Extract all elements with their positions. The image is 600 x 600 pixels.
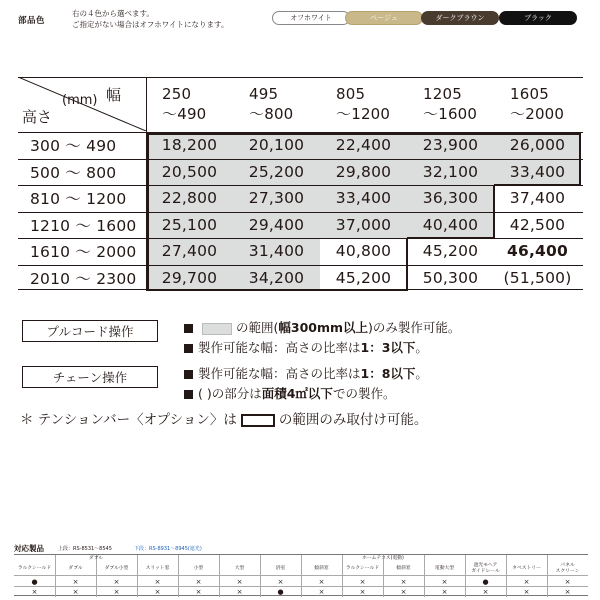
width-to: ～800 bbox=[249, 105, 294, 123]
width-to: ～2000 bbox=[510, 105, 565, 123]
compat-col-divider bbox=[219, 555, 220, 597]
row-divider bbox=[18, 238, 583, 239]
compat-col-divider bbox=[506, 555, 507, 597]
compat-mark: ● bbox=[31, 578, 38, 586]
width-to: ～1200 bbox=[336, 105, 391, 123]
price-cell: 27,300 bbox=[233, 185, 320, 212]
compat-mark: × bbox=[400, 578, 407, 586]
compat-mark: × bbox=[318, 588, 325, 596]
compat-header: ダブル bbox=[68, 566, 83, 571]
width-from: 1205 bbox=[423, 85, 462, 103]
price-cell: 33,400 bbox=[320, 185, 407, 212]
compat-mark: × bbox=[482, 588, 489, 596]
height-range-2: 810 ～ 1200 bbox=[30, 190, 127, 209]
compat-sub-lower: 下段：RS-8931～8945(遮光) bbox=[134, 546, 202, 552]
tension-range-border bbox=[146, 132, 581, 135]
compat-mark: × bbox=[72, 588, 79, 596]
compat-header: パネル スクリーン bbox=[555, 563, 580, 574]
width-header-4 bbox=[494, 78, 581, 132]
compat-mark: × bbox=[441, 588, 448, 596]
bullet-square-icon bbox=[184, 344, 193, 353]
compat-col-divider bbox=[260, 555, 261, 597]
compat-header: 遮光モヘア ガイドレール bbox=[471, 563, 500, 574]
price-cell: 32,100 bbox=[407, 159, 494, 186]
pull-cord-label: プルコード操作 bbox=[22, 320, 158, 342]
tension-range-border bbox=[494, 184, 581, 187]
unit-label: (mm) bbox=[62, 93, 98, 108]
price-cell: 25,100 bbox=[146, 212, 233, 239]
price-cell: 26,000 bbox=[494, 132, 581, 159]
part-color-label: 部品色 bbox=[18, 16, 46, 26]
price-cell: 20,100 bbox=[233, 132, 320, 159]
chain-label: チェーン操作 bbox=[22, 366, 158, 388]
price-cell: 40,400 bbox=[407, 212, 494, 239]
compat-group-double: ダブル bbox=[88, 556, 104, 561]
compat-col-divider bbox=[465, 555, 466, 597]
price-cell: 40,800 bbox=[335, 242, 392, 261]
price-cell: 22,400 bbox=[320, 132, 407, 159]
compat-mark: × bbox=[400, 588, 407, 596]
price-cell: 22,800 bbox=[146, 185, 233, 212]
compat-mark: × bbox=[523, 588, 530, 596]
compat-row-divider bbox=[14, 575, 588, 576]
width-header-3 bbox=[407, 78, 494, 132]
compat-mark: × bbox=[277, 578, 284, 586]
tension-range-border bbox=[406, 238, 409, 291]
height-range-0: 300 ～ 490 bbox=[30, 137, 117, 156]
compat-col-divider bbox=[547, 555, 548, 597]
color-swatch-beige[interactable]: ベージュ bbox=[345, 11, 423, 25]
color-swatch-off-white[interactable]: オフホワイト bbox=[272, 11, 350, 25]
compat-header: タペストリー bbox=[512, 566, 541, 571]
compat-header: スリット窓 bbox=[145, 566, 170, 571]
price-cell: 29,700 bbox=[146, 265, 233, 292]
price-cell: 42,500 bbox=[509, 215, 566, 234]
width-from: 805 bbox=[336, 85, 366, 103]
price-cell: 18,200 bbox=[146, 132, 233, 159]
compat-table bbox=[14, 554, 588, 596]
compat-header: ラルクシールド bbox=[17, 566, 52, 571]
price-cell: 46,400 bbox=[506, 242, 568, 261]
compat-mark: × bbox=[441, 578, 448, 586]
price-cell: 25,200 bbox=[233, 159, 320, 186]
compat-mark: × bbox=[195, 578, 202, 586]
price-cell: 27,400 bbox=[146, 238, 233, 265]
width-from: 250 bbox=[162, 85, 192, 103]
compat-mark: × bbox=[523, 578, 530, 586]
chain-note-1: 製作可能な幅：高さの比率は1：8以下。 bbox=[184, 364, 428, 382]
price-cell: 37,000 bbox=[320, 212, 407, 239]
price-cell: 31,400 bbox=[233, 238, 320, 265]
compat-header: 大型 bbox=[234, 566, 245, 571]
price-cell: 29,400 bbox=[233, 212, 320, 239]
price-cell: 37,400 bbox=[509, 189, 566, 208]
color-swatch-dark-brown[interactable]: ダークブラウン bbox=[421, 11, 499, 25]
bullet-square-icon bbox=[184, 370, 193, 379]
height-range-4: 1610 ～ 2000 bbox=[30, 243, 137, 262]
compat-mark: × bbox=[318, 578, 325, 586]
compat-mark: × bbox=[31, 588, 38, 596]
compat-row-divider bbox=[14, 586, 588, 587]
price-cell: 45,200 bbox=[335, 268, 392, 287]
width-from: 1605 bbox=[510, 85, 549, 103]
compat-mark: × bbox=[564, 588, 571, 596]
tension-range-border bbox=[407, 237, 494, 240]
color-swatch-black[interactable]: ブラック bbox=[499, 11, 577, 25]
compat-mark: × bbox=[564, 578, 571, 586]
height-range-3: 1210 ～ 1600 bbox=[30, 216, 137, 235]
compat-mark: × bbox=[359, 588, 366, 596]
width-header-1 bbox=[233, 78, 320, 132]
height-range-1: 500 ～ 800 bbox=[30, 163, 117, 182]
height-axis-label: 高さ bbox=[22, 108, 53, 126]
compat-header: 小型 bbox=[193, 566, 204, 571]
price-cell: 33,400 bbox=[494, 159, 581, 186]
compat-mark: × bbox=[113, 578, 120, 586]
compat-col-divider bbox=[178, 555, 179, 597]
compat-header: 浴室 bbox=[275, 566, 286, 571]
compat-header: ダブル小型 bbox=[104, 566, 129, 571]
compat-mark: × bbox=[236, 588, 243, 596]
compat-mark: × bbox=[236, 578, 243, 586]
bullet-square-icon bbox=[184, 390, 193, 399]
price-cell: (51,500) bbox=[503, 268, 572, 287]
compat-mark: ● bbox=[482, 578, 489, 586]
price-cell: 23,900 bbox=[407, 132, 494, 159]
pull-note-2: 製作可能な幅：高さの比率は1：3以下。 bbox=[184, 338, 428, 356]
price-cell: 36,300 bbox=[407, 185, 494, 212]
color-note-line1: 右の４色から選べます。 bbox=[72, 9, 154, 18]
color-note-line2: ご指定がない場合はオフホワイトになります。 bbox=[72, 20, 229, 29]
compat-header: 傾斜窓 bbox=[396, 566, 411, 571]
compat-mark: × bbox=[113, 588, 120, 596]
height-range-5: 2010 ～ 2300 bbox=[30, 269, 137, 288]
compat-col-divider bbox=[137, 555, 138, 597]
price-cell: 50,300 bbox=[422, 268, 479, 287]
compat-col-divider bbox=[301, 555, 302, 597]
grey-range-swatch bbox=[202, 323, 232, 335]
tension-range-border bbox=[146, 132, 149, 291]
compat-mark: × bbox=[154, 578, 161, 586]
width-header-0 bbox=[146, 78, 233, 132]
compat-header: 電動大型 bbox=[434, 566, 455, 571]
price-cell: 45,200 bbox=[422, 242, 479, 261]
compat-header: ラルクシールド bbox=[345, 566, 380, 571]
price-cell: 29,800 bbox=[320, 159, 407, 186]
width-header-2 bbox=[320, 78, 407, 132]
price-cell: 20,500 bbox=[146, 159, 233, 186]
compat-group-home: ホームテコス(電動) bbox=[362, 556, 404, 561]
bullet-square-icon bbox=[184, 324, 193, 333]
tension-range-border bbox=[146, 289, 407, 292]
width-to: ～1600 bbox=[423, 105, 478, 123]
tension-range-border bbox=[493, 185, 496, 238]
width-to: ～490 bbox=[162, 105, 207, 123]
price-cell: 34,200 bbox=[233, 265, 320, 292]
bold-outline-range-swatch bbox=[241, 414, 275, 427]
compat-sub-upper: 上段：RS-8531～8545 bbox=[58, 546, 112, 552]
compat-title: 対応製品 bbox=[14, 544, 44, 553]
color-note bbox=[72, 8, 228, 30]
compat-mark: × bbox=[359, 578, 366, 586]
row-divider bbox=[18, 212, 583, 213]
compat-col-divider bbox=[424, 555, 425, 597]
compat-header: 傾斜窓 bbox=[314, 566, 329, 571]
pull-note-1: の範囲(幅300mm以上)のみ製作可能。 bbox=[184, 318, 460, 336]
row-divider bbox=[18, 265, 583, 266]
row-divider bbox=[18, 159, 583, 160]
width-axis-label: 幅 bbox=[106, 86, 122, 104]
compat-mark: ● bbox=[277, 588, 284, 596]
compat-mark: × bbox=[154, 588, 161, 596]
compat-mark: × bbox=[195, 588, 202, 596]
width-from: 495 bbox=[249, 85, 279, 103]
compat-mark: × bbox=[72, 578, 79, 586]
tension-range-border bbox=[579, 132, 582, 185]
tension-bar-note: ＊ テンションバー〈オプション〉は の範囲のみ取付け可能。 bbox=[20, 412, 428, 428]
chain-note-2: ( )の部分は面積4㎡以下での製作。 bbox=[184, 384, 395, 402]
